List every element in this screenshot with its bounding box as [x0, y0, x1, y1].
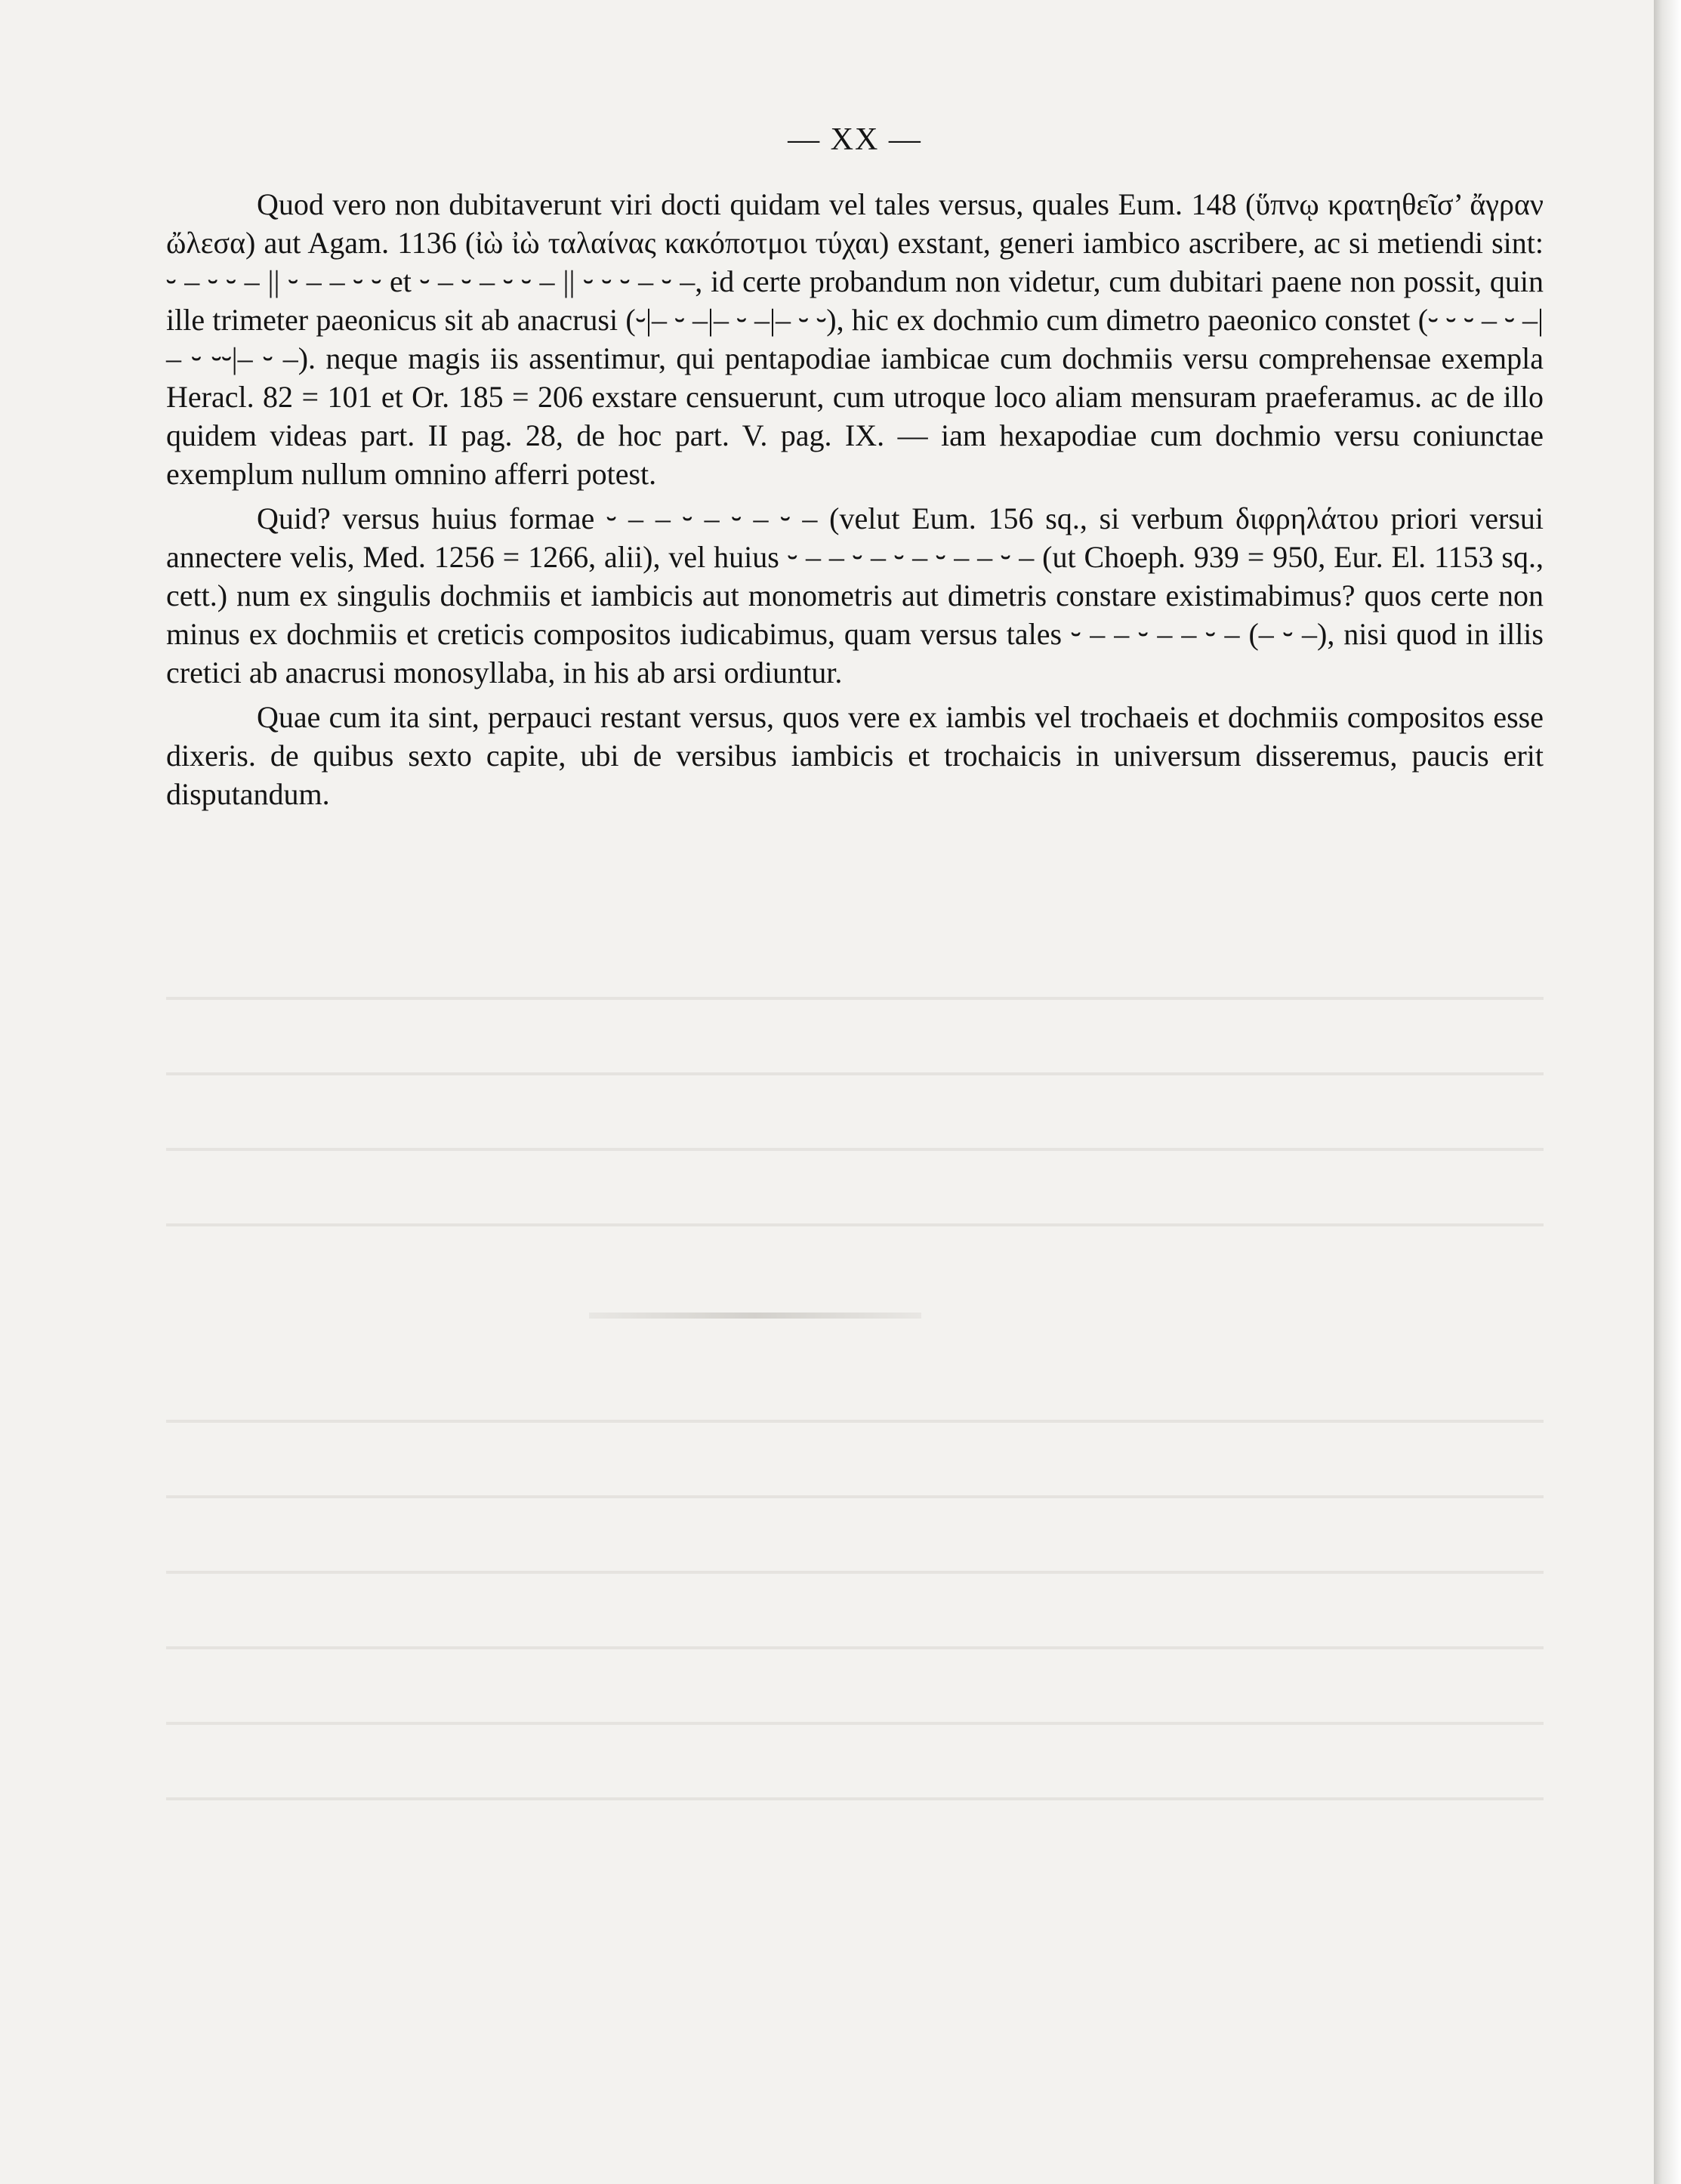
- show-through-line: [166, 1646, 1544, 1649]
- show-through-line: [166, 997, 1544, 1000]
- show-through-line: [166, 1722, 1544, 1725]
- show-through-line: [166, 1571, 1544, 1574]
- page-content: [166, 121, 1544, 819]
- show-through-ornament: [589, 1313, 921, 1319]
- paragraph: Quae cum ita sint, perpauci restant versus, quos vere ex iambis vel trochaeis et dochmiis compositos esse dixeris. de quibus sexto capite, ubi de versibus iambicis et trochaicis in universum disseremus, paucis erit disputandum.: [166, 700, 1544, 811]
- page-edge-shadow: [1654, 0, 1681, 2184]
- paragraph: Quid? versus huius formae ⏑ – – ⏑ – ⏑ – ⏑ – (velut Eum. 156 sq., si verbum διφρηλάτου priori versui annectere velis, Med. 1256 = 1266, alii), vel huius ⏑ – – ⏑ – ⏑ – ⏑ – – ⏑ – (ut Choeph. 939 = 950, Eur. El. 1153 sq., cett.) num ex singulis dochmiis et iambicis aut monometris aut dimetris constare existimabimus? quos certe non minus ex dochmiis et creticis compositos iudicabimus, quam versus tales ⏑ – – ⏑ – – ⏑ – (– ⏑ –), nisi quod in illis cretici ab anacrusi monosyllaba, in his ab arsi ordiuntur.: [166, 501, 1544, 689]
- show-through-line: [166, 1797, 1544, 1800]
- show-through-line: [166, 1072, 1544, 1075]
- paragraph: Quod vero non dubitaverunt viri docti quidam vel tales versus, quales Eum. 148 (ὕπνῳ κρατηθεῖσ’ ἄγραν ὤλεσα) aut Agam. 1136 (ἰὼ ἰὼ ταλαίνας κακόποτμοι τύχαι) exstant, generi iambico ascribere, ac si metiendi sint: ⏑ – ⏑ ⏑ – || ⏑ – – ⏑ ⏑ et ⏑ – ⏑ – ⏑ ⏑ – || ⏑ ⏑ ⏑ – ⏑ –, id certe probandum non videtur, cum dubitari paene non possit, quin ille trimeter paeonicus sit ab anacrusi (⏑|– ⏑ –|– ⏑ –|– ⏑ ⏑), hic ex dochmio cum dimetro paeonico constet (⏑ ⏑ ⏑ – ⏑ –| – ⏑ ⏑⏑|– ⏑ –). neque magis iis assentimur, qui pentapodiae iambicae cum dochmiis versu comprehensae exempla Heracl. 82 = 101 et Or. 185 = 206 exstare censuerunt, cum utroque loco aliam mensuram praeferamus. ac de illo quidem videas part. II pag. 28, de hoc part. V. pag. IX. — iam hexapodiae cum dochmio versu coniunctae exemplum nullum omnino afferri potest.: [166, 187, 1544, 491]
- show-through-line: [166, 1148, 1544, 1151]
- show-through-line: [166, 1495, 1544, 1498]
- show-through-line: [166, 1223, 1544, 1226]
- show-through-line: [166, 1420, 1544, 1423]
- running-head: — XX —: [788, 122, 922, 157]
